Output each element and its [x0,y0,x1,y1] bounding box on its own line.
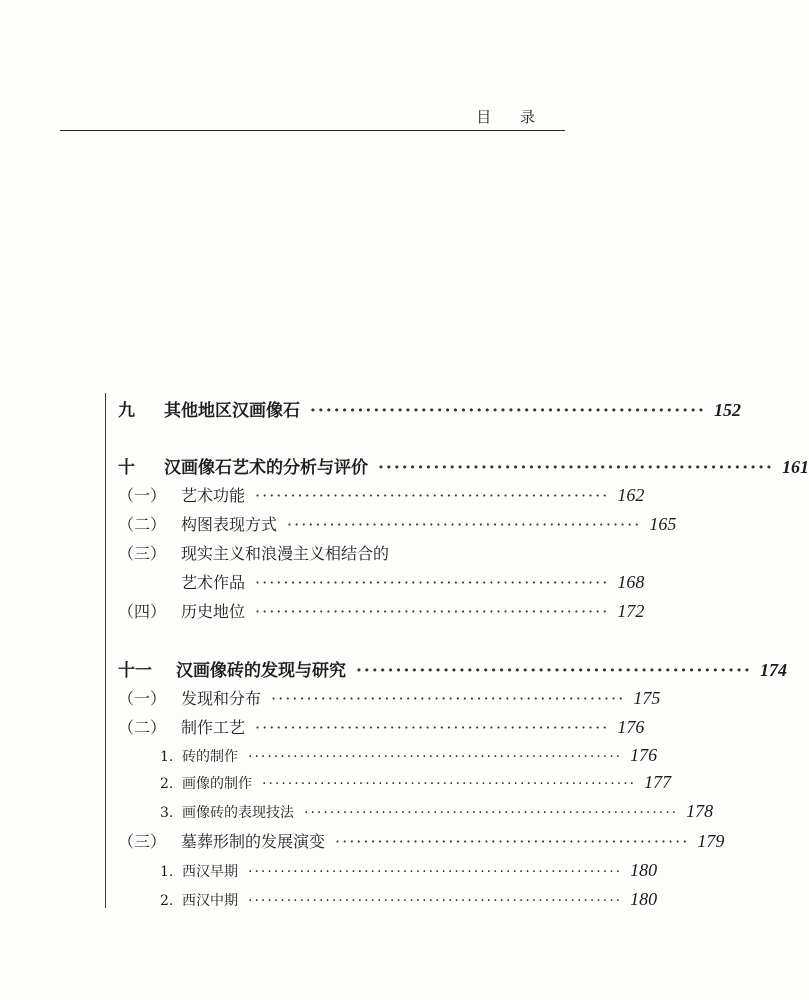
entry-title: 制作工艺 [181,718,246,737]
entry-title: 西汉中期 [182,893,238,909]
entry-title: 砖的制作 [182,749,238,765]
toc-entry-subsection[interactable] [160,801,714,822]
chapter-number: 九 [118,401,135,421]
entry-title: 画像砖的表现技法 [182,805,294,821]
subsection-number: 2. [160,776,174,792]
entry-title: 墓葬形制的发展演变 [181,832,326,851]
toc-entry-continuation[interactable] [181,570,645,593]
entry-title: 发现和分布 [181,689,262,708]
section-number: （二） [118,515,167,534]
toc-entry-section[interactable] [118,715,645,738]
dot-leader: ·················································· [310,401,706,421]
toc-entry-chapter-10[interactable] [118,453,809,478]
dot-leader: ·················································· [356,661,752,681]
chapter-number: 十 [118,458,135,478]
section-number: （三） [118,832,167,851]
page-number: 168 [617,572,645,592]
section-number: （一） [118,486,167,505]
subsection-number: 3. [160,805,174,821]
entry-title: 艺术功能 [181,486,246,505]
dot-leader: ·························································· [248,749,623,765]
dot-leader: ·················································· [335,832,690,851]
toc-entry-subsection[interactable] [160,745,658,766]
entry-title: 画像的制作 [182,776,252,792]
dot-leader: ·················································· [255,718,610,737]
entry-title: 现实主义和浪漫主义相结合的 [181,544,390,563]
page-number: 161 [781,457,809,477]
page-number: 179 [697,831,725,851]
page-header-title: 目 录 [476,108,547,126]
entry-title: 历史地位 [181,602,246,621]
page-number: 174 [759,660,787,680]
dot-leader: ·························································· [262,776,637,792]
dot-leader: ·························································· [248,864,623,880]
toc-entry-subsection[interactable] [160,860,658,881]
subsection-number: 1. [160,864,174,880]
entry-title: 其他地区汉画像石 [164,401,300,421]
section-number: （四） [118,602,167,621]
toc-entry-subsection[interactable] [160,772,672,793]
toc-entry-subsection[interactable] [160,889,658,910]
entry-title: 艺术作品 [181,573,246,592]
dot-leader: ·················································· [378,458,774,478]
section-number: （三） [118,544,167,563]
page-number: 180 [630,860,658,880]
toc-entry-section[interactable] [118,541,389,564]
dot-leader: ·························································· [248,893,623,909]
toc-entry-section[interactable] [118,483,645,506]
dot-leader: ·················································· [255,602,610,621]
dot-leader: ·················································· [271,689,626,708]
entry-title: 汉画像砖的发现与研究 [176,661,346,681]
page-number: 172 [617,601,645,621]
entry-title: 西汉早期 [182,864,238,880]
dot-leader: ·················································· [255,486,610,505]
page-number: 176 [630,745,658,765]
page-number: 178 [686,801,714,821]
page-number: 180 [630,889,658,909]
section-number: （二） [118,718,167,737]
page-number: 175 [633,688,661,708]
dot-leader: ·················································· [287,515,642,534]
toc-entry-section[interactable] [118,599,645,622]
entry-title: 汉画像石艺术的分析与评价 [164,458,368,478]
section-number: （一） [118,689,167,708]
toc-entry-section[interactable] [118,829,725,852]
toc-entry-chapter-9[interactable] [118,396,741,421]
dot-leader: ·························································· [304,805,679,821]
chapter-number: 十一 [118,661,152,681]
dot-leader: ·················································· [255,573,610,592]
toc-entry-section[interactable] [118,512,677,535]
page-number: 176 [617,717,645,737]
page-number: 165 [649,514,677,534]
toc-entry-section[interactable] [118,686,661,709]
toc-entry-chapter-11[interactable] [118,656,787,681]
page-number: 177 [644,772,672,792]
page-number: 162 [617,485,645,505]
subsection-number: 1. [160,749,174,765]
entry-title: 构图表现方式 [181,515,278,534]
subsection-number: 2. [160,893,174,909]
page-number: 152 [713,400,741,420]
